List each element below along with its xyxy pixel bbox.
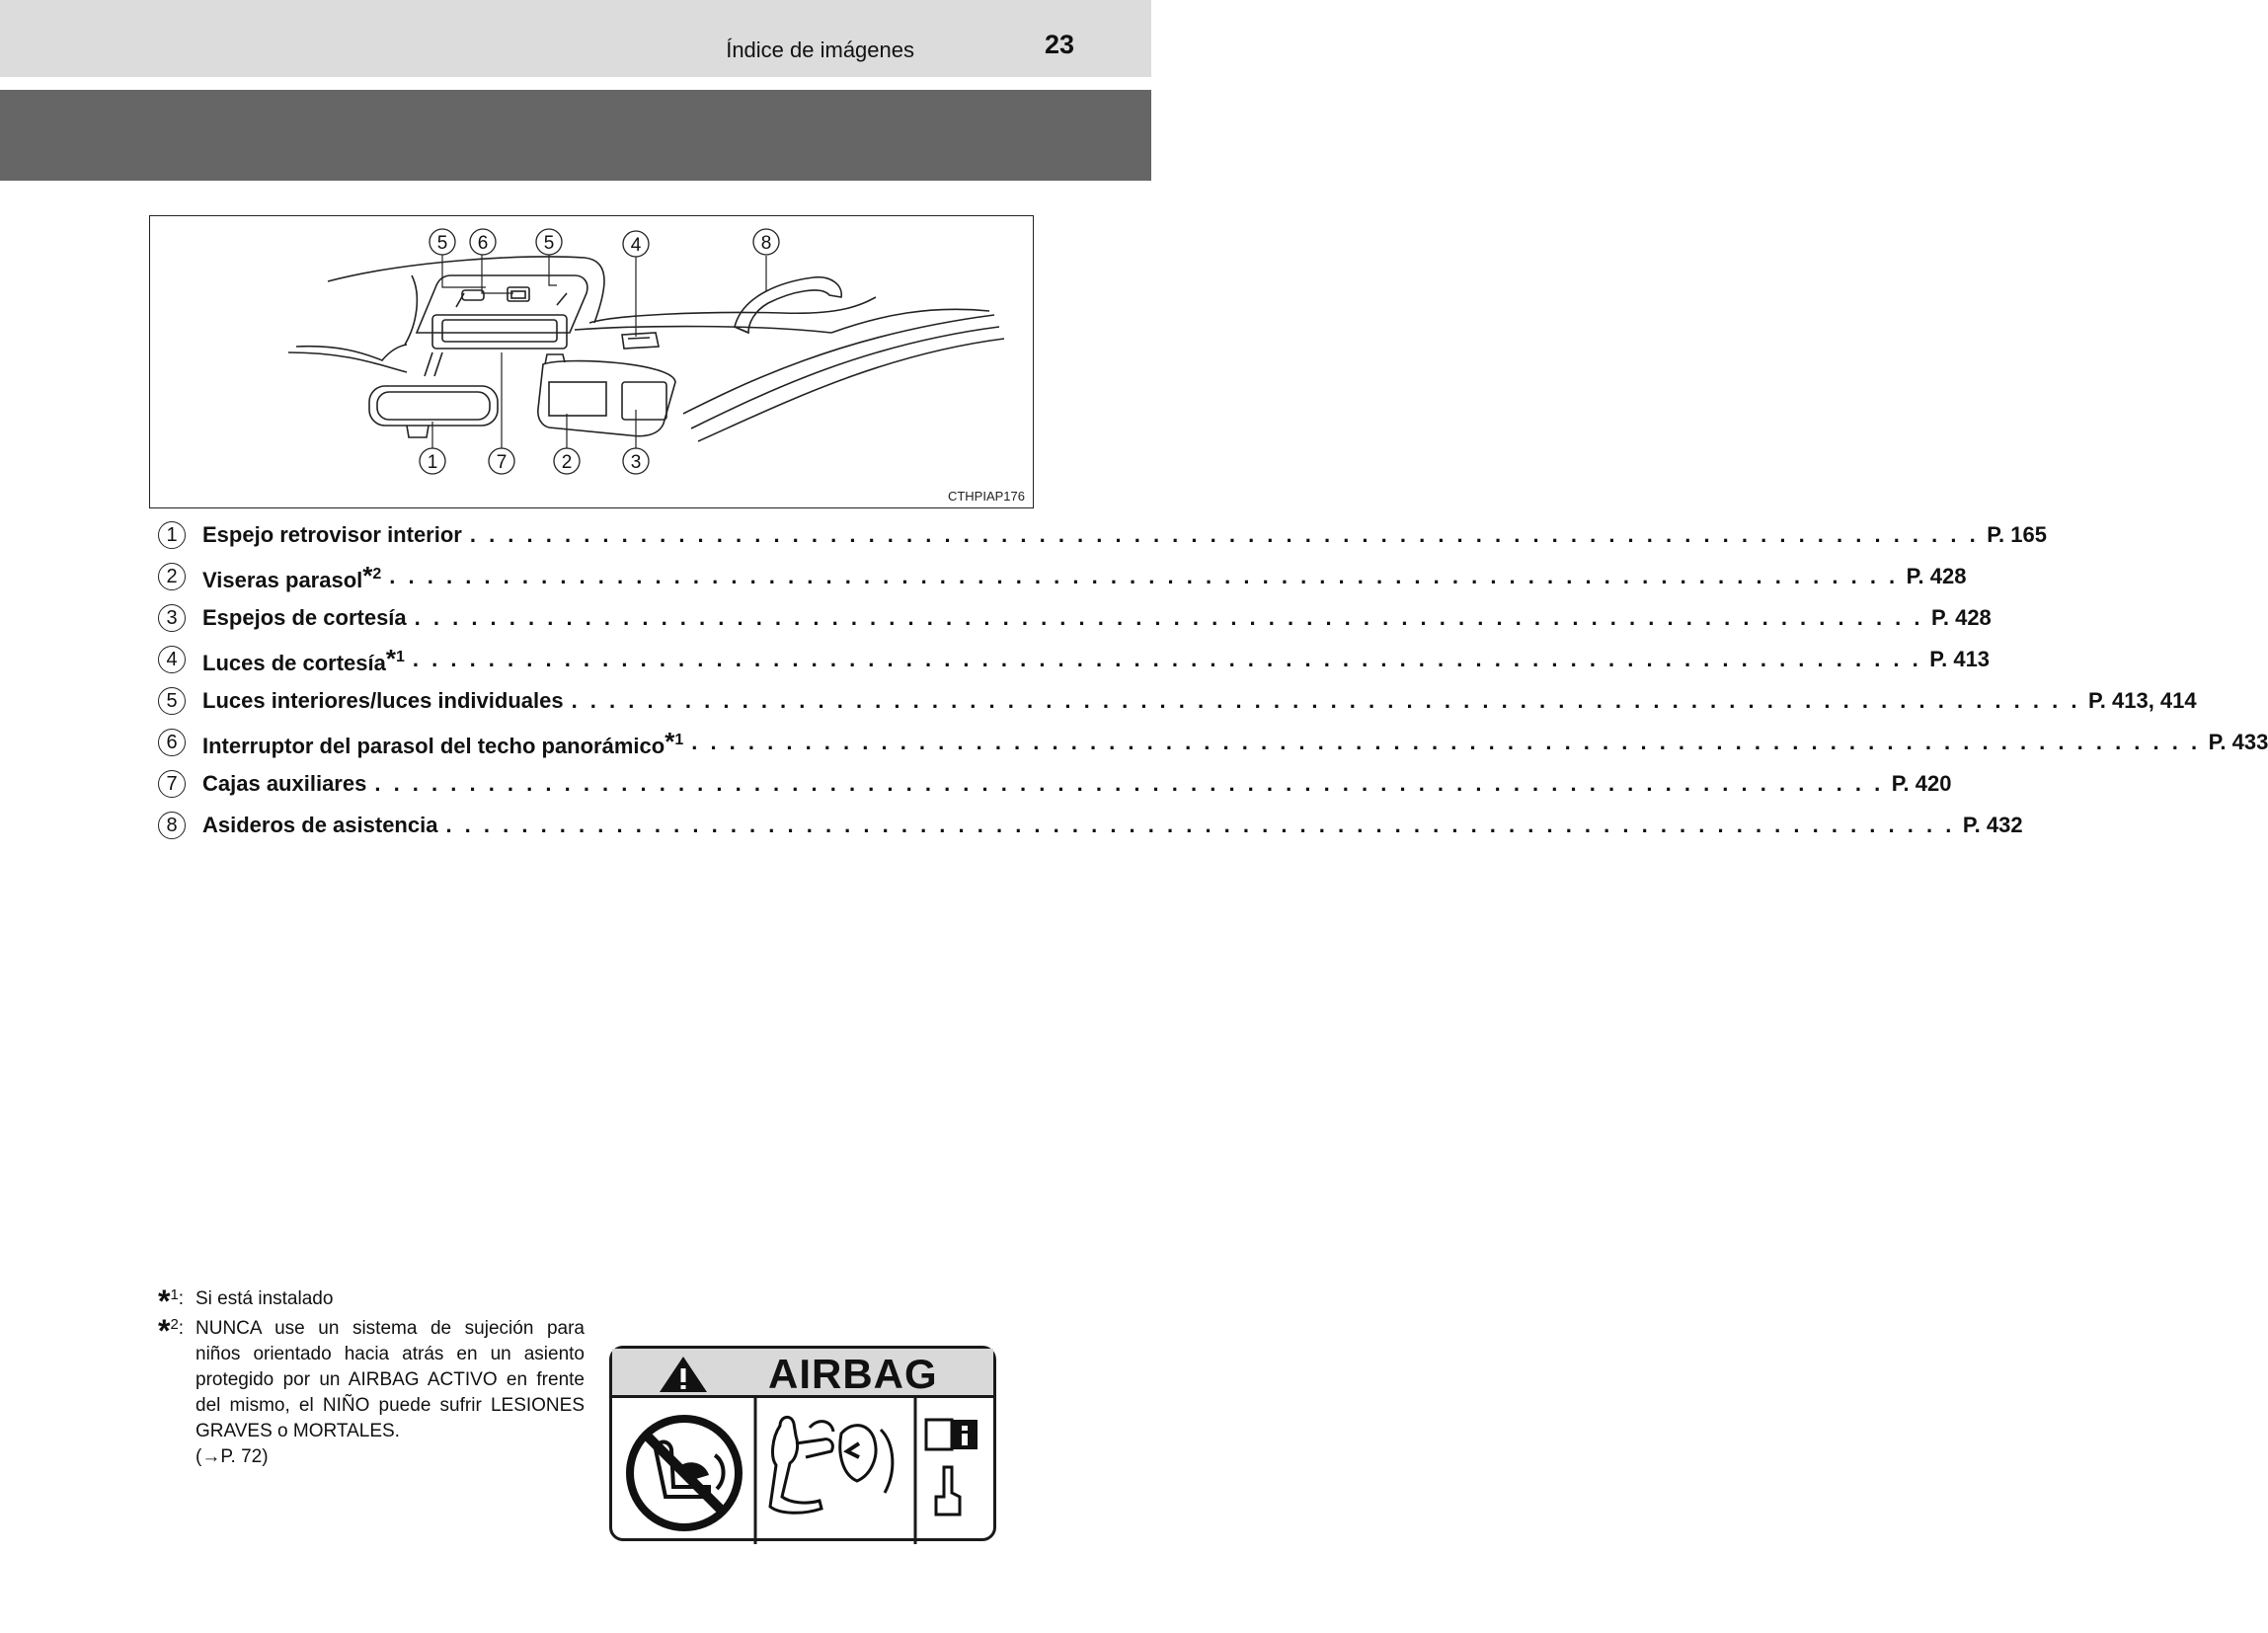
ceiling-drawing [150, 216, 1035, 509]
airbag-deploy-icon [770, 1417, 893, 1513]
leader-dots: . . . . . . . . . . . . . . . . . . . . . . . . . . . . . . . . . . . . . . . . . . . . . . . . . . . . . . . . . . . . . . . . . . . . . . . . . . . . . . . . [414, 605, 1924, 630]
index-item-7[interactable] [158, 763, 1952, 805]
footnote-2: *$^2$: NUNCA use un sistema de sujeción para niños orientado hacia atrás en un asiento protegido por un AIRBAG ACTIVO en frente del mismo, el NIÑO puede sufrir LESIONES GRAVES o MORTALES. (→P. 72) [158, 1313, 585, 1467]
item-label: Luces interiores/luces individuales [202, 688, 564, 713]
item-label: Luces de cortesía$^{*1}$ [202, 643, 405, 675]
callout-7: 7 [496, 452, 508, 473]
item-number: 1 [158, 521, 186, 549]
item-label: Cajas auxiliares [202, 771, 367, 796]
item-number: 6 [158, 729, 186, 756]
no-rear-facing-seat-icon [630, 1419, 739, 1527]
callout-6: 6 [477, 233, 489, 254]
item-label: Espejos de cortesía [202, 605, 407, 630]
item-number: 3 [158, 604, 186, 632]
item-number: 7 [158, 770, 186, 798]
figure-code: CTHPIAP176 [947, 489, 1025, 504]
item-number: 4 [158, 646, 186, 673]
leader-dots: . . . . . . . . . . . . . . . . . . . . . . . . . . . . . . . . . . . . . . . . . . . . . . . . . . . . . . . . . . . . . . . . . . . . . . . . . . . . . . . . [374, 771, 1884, 796]
item-label: Viseras parasol$^{*2}$ [202, 560, 382, 592]
item-page-ref[interactable]: P. 432 [1962, 813, 2023, 837]
footnote-1: *$^1$: Si está instalado [158, 1283, 334, 1319]
leader-dots: . . . . . . . . . . . . . . . . . . . . . . . . . . . . . . . . . . . . . . . . . . . . . . . . . . . . . . . . . . . . . . . . . . . . . . . . . . . . . . . . [469, 522, 1980, 547]
callout-5a: 5 [436, 233, 448, 254]
item-page-ref[interactable]: P. 428 [1906, 564, 1967, 588]
index-item-4[interactable] [158, 639, 1991, 680]
footnotes [158, 1283, 585, 1470]
footnote-2-ref[interactable]: (→P. 72) [196, 1446, 269, 1467]
item-number: 8 [158, 812, 186, 839]
index-item-6[interactable] [158, 722, 2268, 763]
item-label: Interruptor del parasol del techo panorámico$^{*1}$ [202, 726, 684, 758]
item-page-ref[interactable]: P. 165 [1987, 522, 2047, 547]
footnote-1-text: Si está instalado [196, 1288, 334, 1309]
index-item-3[interactable] [158, 597, 1992, 639]
leader-dots: . . . . . . . . . . . . . . . . . . . . . . . . . . . . . . . . . . . . . . . . . . . . . . . . . . . . . . . . . . . . . . . . . . . . . . . . . . . . . . . . [571, 688, 2080, 713]
index-item-1[interactable] [158, 514, 2047, 556]
callout-3: 3 [630, 452, 642, 473]
item-page-ref[interactable]: P. 428 [1931, 605, 1992, 630]
index-item-5[interactable] [158, 680, 2197, 722]
item-number: 2 [158, 563, 186, 590]
item-footnote-mark: *2 [362, 560, 382, 590]
item-page-ref[interactable]: P. 413 [1929, 647, 1991, 671]
header-band [0, 0, 1151, 77]
item-page-ref[interactable]: P. 413, 414 [2087, 688, 2197, 713]
interior-illustration [149, 215, 1034, 508]
index-item-8[interactable] [158, 805, 2023, 846]
callout-8: 8 [760, 233, 772, 254]
leader-dots: . . . . . . . . . . . . . . . . . . . . . . . . . . . . . . . . . . . . . . . . . . . . . . . . . . . . . . . . . . . . . . . . . . . . . . . . . . . . . . . . [445, 813, 1955, 837]
callout-4: 4 [630, 235, 642, 256]
read-manual-icon [926, 1420, 978, 1515]
leader-dots: . . . . . . . . . . . . . . . . . . . . . . . . . . . . . . . . . . . . . . . . . . . . . . . . . . . . . . . . . . . . . . . . . . . . . . . . . . . . . . . . [412, 647, 1922, 671]
airbag-label-title: AIRBAG [768, 1351, 938, 1397]
footnote-2-text: NUNCA use un sistema de sujeción para niños orientado hacia atrás en un asiento protegido por un AIRBAG ACTIVO en frente del mismo, el NIÑO puede sufrir LESIONES GRAVES o MORTALES. [196, 1318, 585, 1441]
item-page-ref[interactable]: P. 420 [1891, 771, 1952, 796]
page-number: 23 [1044, 30, 1074, 59]
chapter-band [0, 90, 1151, 181]
item-number: 5 [158, 687, 186, 715]
callout-5b: 5 [543, 233, 555, 254]
item-footnote-mark: *1 [385, 643, 405, 673]
item-list [158, 514, 2268, 846]
item-label: Asideros de asistencia [202, 813, 438, 837]
item-page-ref[interactable]: P. 433 [2208, 730, 2268, 754]
callout-1: 1 [427, 452, 438, 473]
leader-dots: . . . . . . . . . . . . . . . . . . . . . . . . . . . . . . . . . . . . . . . . . . . . . . . . . . . . . . . . . . . . . . . . . . . . . . . . . . . . . . . . [691, 730, 2201, 754]
section-title: Índice de imágenes [726, 38, 914, 62]
item-footnote-mark: *1 [665, 726, 684, 756]
leader-dots: . . . . . . . . . . . . . . . . . . . . . . . . . . . . . . . . . . . . . . . . . . . . . . . . . . . . . . . . . . . . . . . . . . . . . . . . . . . . . . . . [389, 564, 1899, 588]
airbag-warning-label [609, 1346, 996, 1541]
callout-2: 2 [561, 452, 573, 473]
index-item-2[interactable] [158, 556, 1967, 597]
warning-triangle-icon [660, 1357, 707, 1392]
item-label: Espejo retrovisor interior [202, 522, 462, 547]
